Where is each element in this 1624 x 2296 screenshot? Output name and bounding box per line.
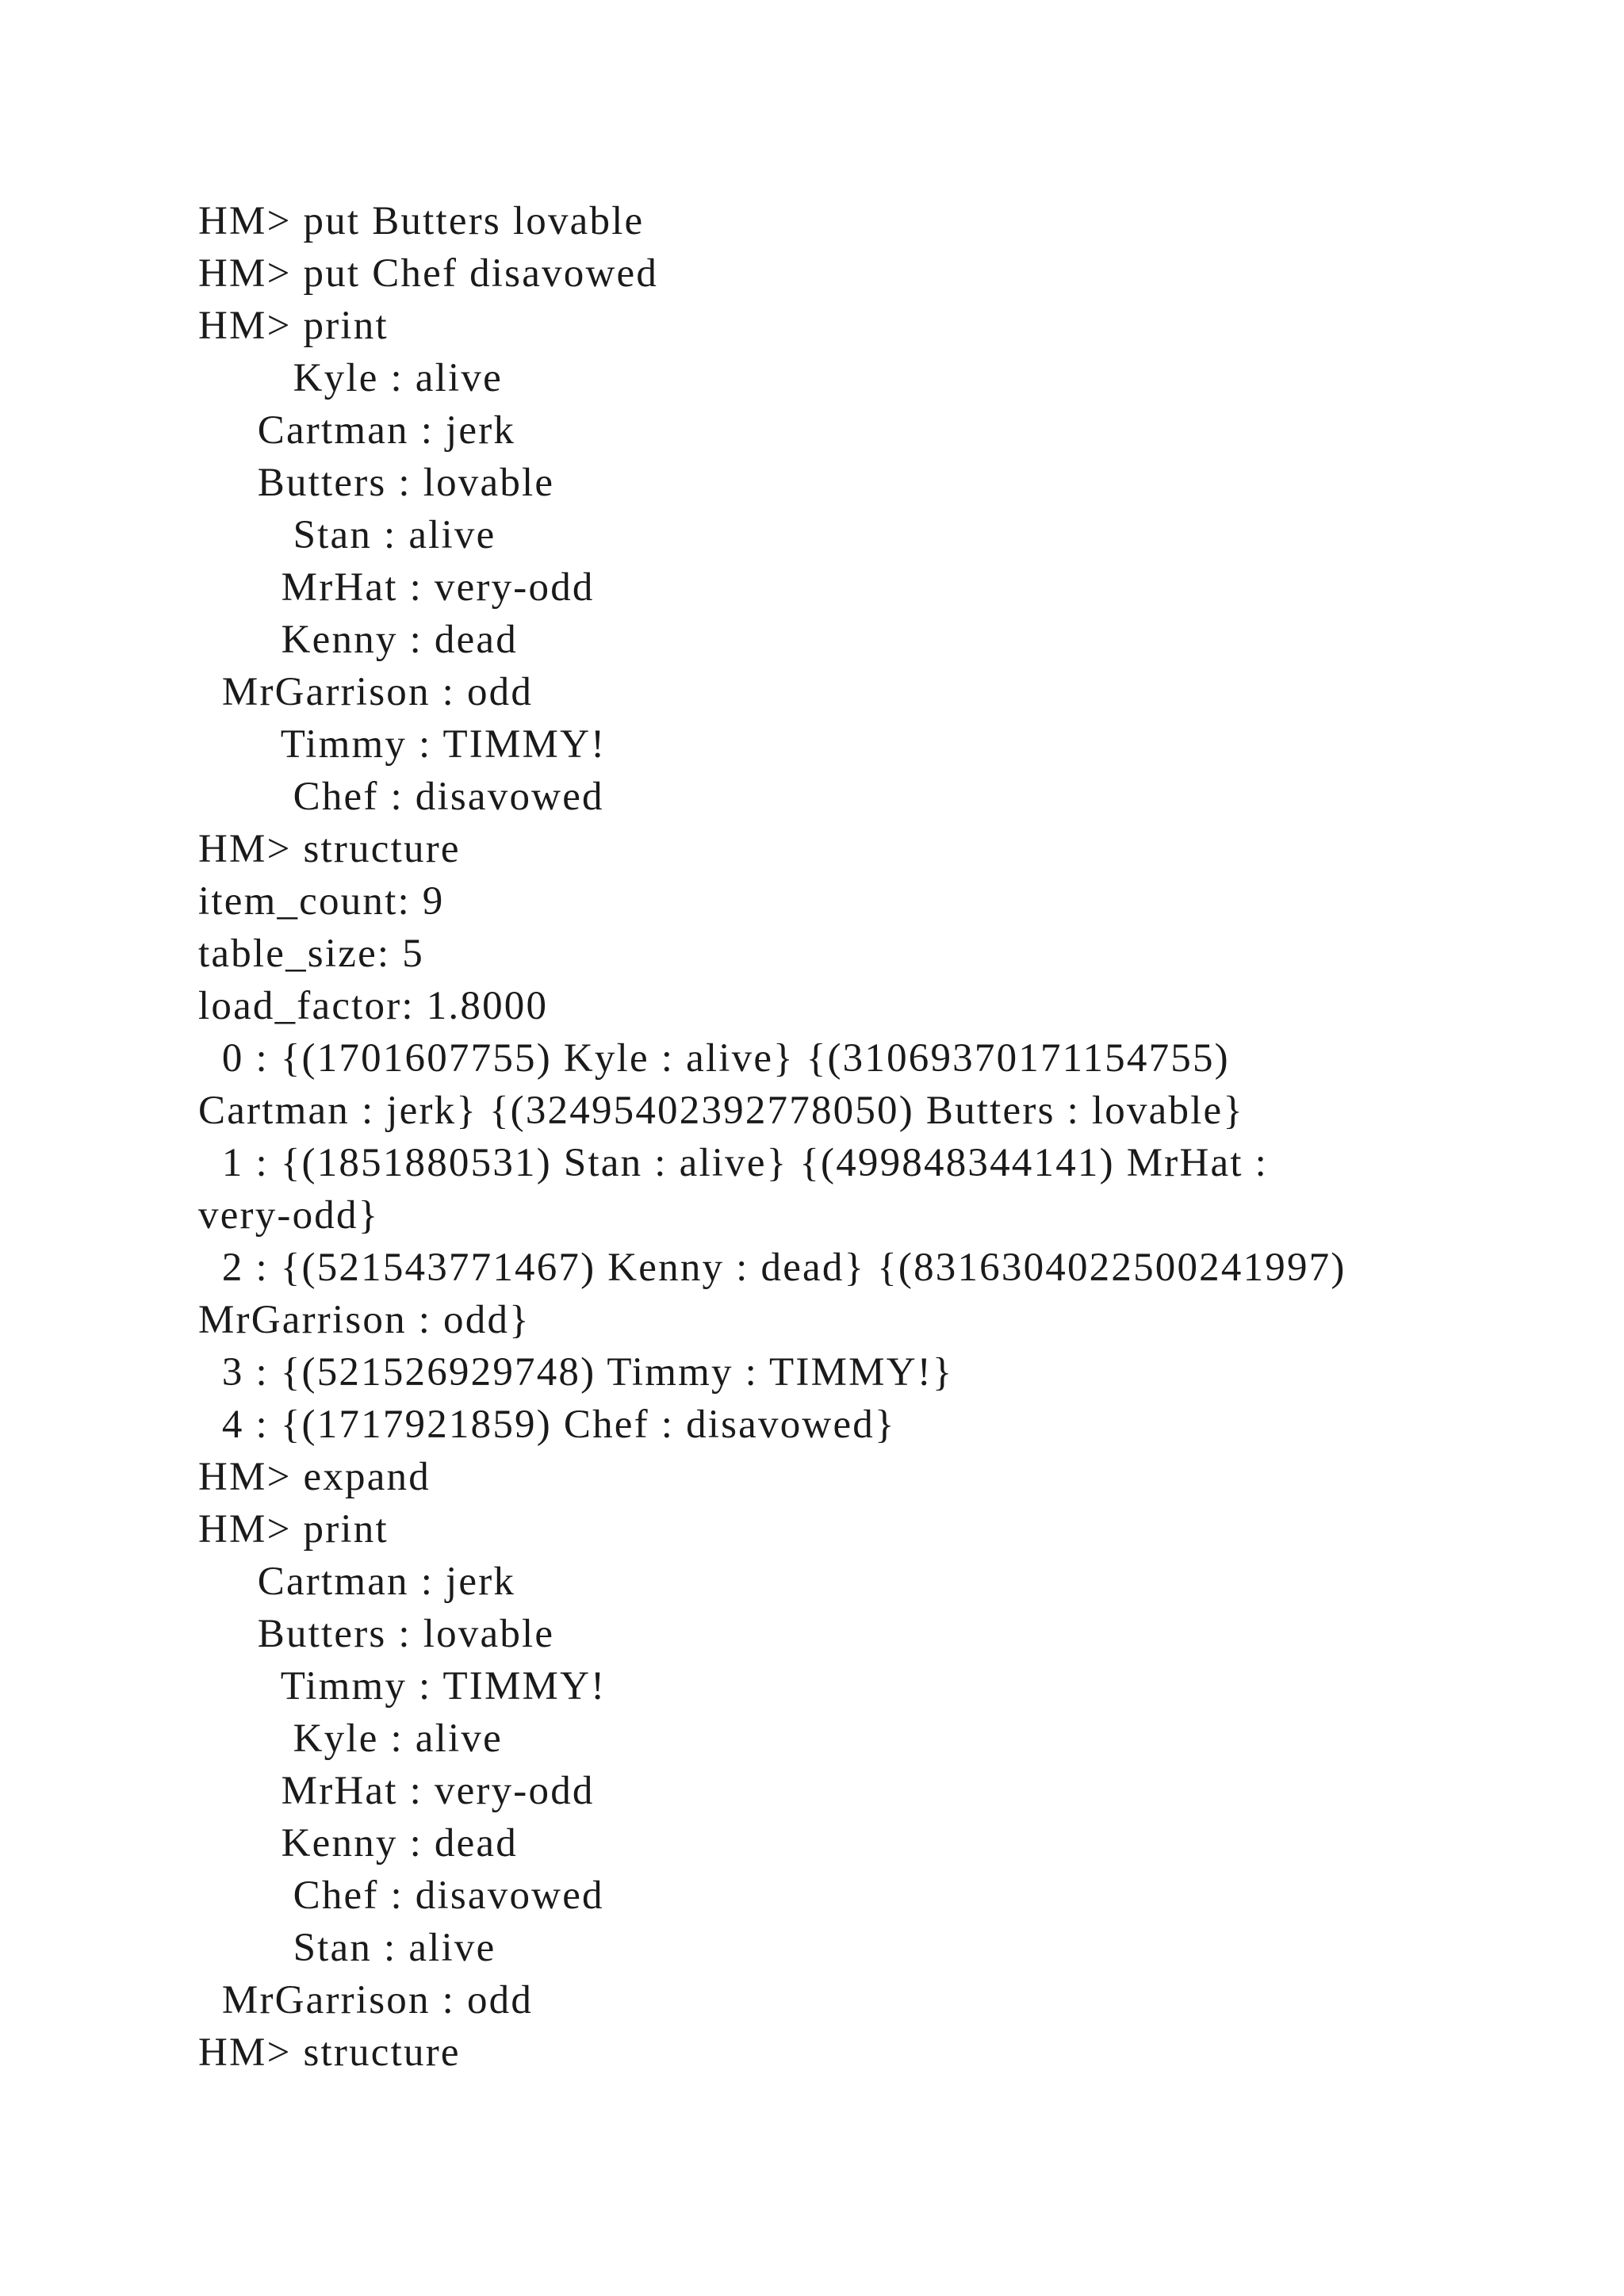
terminal-transcript bbox=[198, 195, 1546, 2079]
text-line: 0 : {(1701607755) Kyle : alive} {(31069370171154755) bbox=[198, 1036, 1230, 1081]
text-line: item_count: 9 bbox=[198, 879, 445, 924]
text-line: 4 : {(1717921859) Chef : disavowed} bbox=[198, 1402, 896, 1447]
text-line: HM> structure bbox=[198, 2030, 461, 2075]
text-line: Chef : disavowed bbox=[198, 1873, 604, 1918]
text-line: Cartman : jerk bbox=[198, 1559, 516, 1604]
text-line: Chef : disavowed bbox=[198, 775, 604, 819]
text-line: HM> put Butters lovable bbox=[198, 199, 645, 243]
text-line: MrGarrison : odd bbox=[198, 670, 534, 714]
text-line: very-odd} bbox=[198, 1193, 380, 1238]
text-line: HM> print bbox=[198, 1507, 389, 1552]
text-line: Timmy : TIMMY! bbox=[198, 1664, 607, 1709]
text-line: 2 : {(521543771467) Kenny : dead} {(8316304022500241997) bbox=[198, 1246, 1346, 1290]
text-line: table_size: 5 bbox=[198, 932, 424, 976]
text-line: Cartman : jerk} {(32495402392778050) Butters : lovable} bbox=[198, 1089, 1245, 1133]
text-line: Kenny : dead bbox=[198, 618, 518, 662]
text-line: MrHat : very-odd bbox=[198, 565, 595, 610]
text-line: Kyle : alive bbox=[198, 356, 503, 400]
text-line: MrGarrison : odd} bbox=[198, 1298, 530, 1342]
text-line: Kenny : dead bbox=[198, 1821, 518, 1866]
text-line: Stan : alive bbox=[198, 1926, 496, 1970]
text-line: Kyle : alive bbox=[198, 1716, 503, 1761]
text-line: HM> put Chef disavowed bbox=[198, 251, 659, 296]
text-line: Butters : lovable bbox=[198, 1612, 555, 1656]
text-line: Timmy : TIMMY! bbox=[198, 722, 607, 767]
text-line: Cartman : jerk bbox=[198, 408, 516, 453]
text-line: Stan : alive bbox=[198, 513, 496, 557]
text-line: load_factor: 1.8000 bbox=[198, 984, 549, 1028]
text-line: 3 : {(521526929748) Timmy : TIMMY!} bbox=[198, 1350, 954, 1395]
text-line: Butters : lovable bbox=[198, 461, 555, 505]
text-line: MrHat : very-odd bbox=[198, 1769, 595, 1813]
text-line: HM> expand bbox=[198, 1455, 431, 1499]
text-line: HM> structure bbox=[198, 827, 461, 871]
text-line: MrGarrison : odd bbox=[198, 1978, 534, 2022]
text-line: 1 : {(1851880531) Stan : alive} {(499848344141) MrHat : bbox=[198, 1141, 1269, 1185]
text-line: HM> print bbox=[198, 304, 389, 348]
